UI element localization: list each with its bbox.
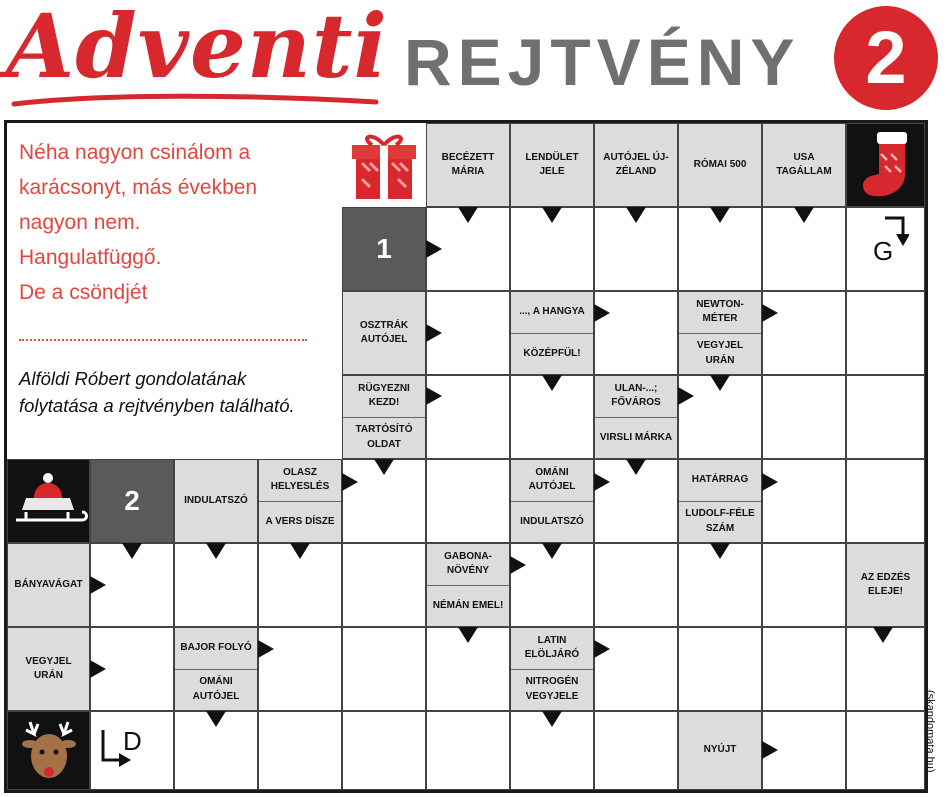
note-line: Alföldi Róbert gondolatának (19, 368, 247, 389)
arrow-down-icon (206, 543, 226, 559)
clue-text: LUDOLF-FÉLE SZÁM (679, 501, 761, 543)
clue-cell[interactable] (846, 543, 925, 627)
clue-text: HATÁRRAG (691, 474, 749, 485)
clue-text: BAJOR FOLYÓ (180, 642, 252, 653)
arrow-down-icon (458, 207, 478, 223)
answer-cell[interactable] (258, 711, 342, 790)
answer-cell[interactable] (762, 627, 846, 711)
arrow-right-icon (594, 473, 610, 491)
quote-line: karácsonyt, más években (19, 176, 258, 199)
dotted-divider (19, 339, 307, 341)
arrow-down-icon (626, 207, 646, 223)
answer-cell[interactable] (678, 627, 762, 711)
arrow-down-icon (710, 543, 730, 559)
arrow-down-right-icon (99, 728, 133, 770)
reindeer-cell (7, 711, 90, 790)
arrow-right-icon (342, 473, 358, 491)
arrow-right-icon (90, 660, 106, 678)
clue-text: VEGYJEL URÁN (25, 655, 72, 681)
clue-cell[interactable] (678, 291, 762, 375)
arrow-right-icon (426, 324, 442, 342)
answer-cell[interactable] (90, 711, 174, 790)
clue-text: LENDÜLET JELE (525, 151, 579, 177)
clue-text: NÉMÁN EMEL! (427, 585, 509, 627)
header (0, 0, 951, 118)
arrow-down-icon (626, 459, 646, 475)
gift-cell (342, 123, 426, 207)
arrow-right-icon (426, 240, 442, 258)
clue-text: OLASZ HELYESLÉS (270, 466, 330, 493)
clue-cell[interactable] (510, 291, 594, 375)
arrow-right-icon (762, 304, 778, 322)
arrow-right-icon (426, 387, 442, 405)
clue-text: AUTÓJEL ÚJ-ZÉLAND (603, 151, 669, 177)
clue-cell[interactable] (762, 123, 846, 207)
quote-line: Hangulatfüggő. (19, 246, 162, 269)
quote-line: Néha nagyon csinálom a (19, 141, 251, 164)
clue-text: A VERS DÍSZE (259, 501, 341, 543)
clue-text: LATIN ELÖLJÁRÓ (524, 634, 580, 661)
crossword-puzzle (4, 120, 928, 793)
answer-cell[interactable] (426, 459, 510, 543)
solution-marker-2: 2 (90, 459, 174, 543)
answer-cell[interactable] (342, 627, 426, 711)
source-credit: (skandomata.hu) (924, 690, 936, 773)
christmas-stocking-icon (847, 124, 926, 208)
clue-cell[interactable] (594, 375, 678, 459)
arrow-down-icon (542, 375, 562, 391)
arrow-right-icon (90, 576, 106, 594)
clue-cell[interactable] (342, 291, 426, 375)
clue-cell[interactable] (594, 123, 678, 207)
arrow-right-icon (510, 556, 526, 574)
clue-cell[interactable] (678, 123, 762, 207)
clue-cell[interactable] (7, 543, 90, 627)
arrow-down-icon (542, 543, 562, 559)
arrow-down-icon (873, 627, 893, 643)
clue-text: RÓMAI 500 (693, 158, 747, 170)
answer-cell[interactable] (594, 711, 678, 790)
answer-cell[interactable] (762, 375, 846, 459)
note-line: folytatása a rejtvényben található. (19, 395, 295, 416)
clue-text: ..., A HANGYA (519, 306, 585, 317)
brand-script-title: Adventi (6, 0, 388, 98)
clue-text: BECÉZETT MÁRIA (441, 151, 495, 177)
answer-cell[interactable] (846, 207, 925, 291)
answer-cell[interactable] (342, 543, 426, 627)
arrow-right-icon (258, 640, 274, 658)
clue-cell[interactable] (678, 711, 762, 790)
arrow-down-icon (290, 543, 310, 559)
quote-note (19, 365, 344, 419)
clue-text: USA TAGÁLLAM (776, 151, 832, 177)
answer-cell[interactable] (342, 711, 426, 790)
clue-cell[interactable] (678, 459, 762, 543)
clue-cell[interactable] (510, 627, 594, 711)
brand-title: REJTVÉNY (404, 25, 801, 99)
arrow-down-icon (542, 207, 562, 223)
clue-cell[interactable] (426, 543, 510, 627)
clue-text: NEWTON-MÉTER (696, 298, 744, 325)
arrow-down-icon (122, 543, 142, 559)
quote-line: De a csöndjét (19, 281, 148, 304)
quote-block (19, 135, 339, 310)
reindeer-icon (8, 712, 91, 791)
clue-cell[interactable] (510, 459, 594, 543)
answer-cell[interactable] (762, 543, 846, 627)
arrow-down-icon (542, 711, 562, 727)
clue-text: VIRSLI MÁRKA (595, 417, 677, 459)
clue-text: OMÁNI AUTÓJEL (175, 669, 257, 711)
clue-text: INDULATSZÓ (184, 494, 248, 506)
arrow-right-icon (678, 387, 694, 405)
arrow-right-icon (594, 640, 610, 658)
arrow-right-icon (594, 304, 610, 322)
quote-line: nagyon nem. (19, 211, 141, 234)
sleigh-cell (7, 459, 90, 543)
clue-text: INDULATSZÓ (511, 501, 593, 543)
clue-text: OSZTRÁK AUTÓJEL (359, 319, 409, 345)
arrow-down-icon (710, 207, 730, 223)
clue-cell[interactable] (7, 627, 90, 711)
clue-cell[interactable] (174, 627, 258, 711)
clue-text: GABONA-NÖVÉNY (444, 550, 492, 577)
clue-text: BÁNYAVÁGAT (14, 578, 83, 590)
arrow-right-icon (762, 741, 778, 759)
clue-text: ULAN-...; FŐVÁROS (611, 382, 661, 409)
solution-marker-1: 1 (342, 207, 426, 291)
clue-cell[interactable] (342, 375, 426, 459)
arrow-right-icon (762, 473, 778, 491)
clue-text: OMÁNI AUTÓJEL (528, 466, 576, 493)
clue-cell[interactable] (510, 123, 594, 207)
arrow-down-icon (794, 207, 814, 223)
answer-cell[interactable] (846, 711, 925, 790)
answer-cell[interactable] (846, 291, 925, 375)
arrow-down-right-icon (883, 214, 909, 250)
answer-cell[interactable] (762, 459, 846, 543)
brand-swash-underline (10, 92, 380, 112)
answer-cell[interactable] (846, 459, 925, 543)
stocking-cell (846, 123, 925, 207)
arrow-down-icon (710, 375, 730, 391)
arrow-down-icon (206, 711, 226, 727)
clue-cell[interactable] (258, 459, 342, 543)
clue-text: AZ EDZÉS ELEJE! (860, 571, 911, 597)
clue-text: TARTÓSÍTÓ OLDAT (343, 417, 425, 459)
clue-text: NYÚJT (703, 744, 737, 756)
answer-cell[interactable] (594, 543, 678, 627)
answer-cell[interactable] (426, 711, 510, 790)
clue-cell[interactable] (426, 123, 510, 207)
gift-icon (342, 123, 426, 207)
clue-text: KÖZÉPFÜL! (511, 333, 593, 375)
clue-cell[interactable] (174, 459, 258, 543)
marker-d: D (123, 726, 142, 756)
clue-text: NITROGÉN VEGYJELE (511, 669, 593, 711)
santa-sleigh-icon (8, 460, 91, 544)
clue-text: RÜGYEZNI KEZD! (358, 382, 410, 409)
clue-text: VEGYJEL URÁN (679, 333, 761, 375)
answer-cell[interactable] (846, 375, 925, 459)
puzzle-number-badge: 2 (834, 6, 938, 110)
arrow-down-icon (458, 627, 478, 643)
arrow-down-icon (374, 459, 394, 475)
marker-g: G (873, 236, 894, 266)
